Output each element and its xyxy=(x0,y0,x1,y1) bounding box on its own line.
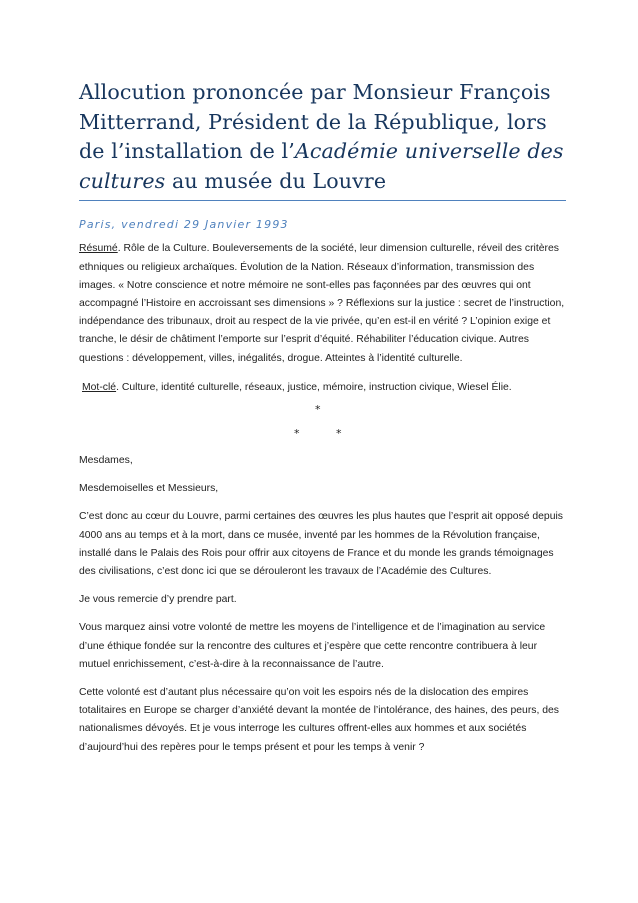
separator-star-left: * xyxy=(294,427,300,440)
title-part-2: au musée du Louvre xyxy=(165,168,387,193)
abstract-label: Résumé xyxy=(79,243,118,255)
section-separator xyxy=(79,397,566,445)
abstract-text: . Rôle de la Culture. Bouleversements de la société, leur dimension culturelle, réveil des critères ethniques ou religieux archaïques. Évolution de la Nation. Réseaux d’information, transmission des images. « Notre conscience et notre mémoire ne sont-elles pas façonnées par des œuvres qui ont accompagné l’Histoire en accroissant ses dimensions » ? Réflexions sur la justice : secret de l’instruction, indépendance des tribunaux, droit au respect de la vie privée, qu’en est-il en vérité ? L’opinion exige et tranche, le désir de châtiment l’emporte sur l’esprit d’équité. Réhabiliter l’éducation civique. Autres questions : développement, villes, inégalités, drogue. Atteintes à l’identité culturelle. xyxy=(79,243,565,364)
separator-star-top: * xyxy=(315,403,321,416)
body-paragraph-6: Cette volonté est d’autant plus nécessaire qu’on voit les espoirs nés de la dislocation des empires totalitaires en Europe se charger d’anxiété devant la montée de l’intolérance, des haines, des peurs, des nationalismes dévoyés. Et je vous interroge les cultures offrent-elles aux hommes et aux sociétés d’aujourd’hui des repères pour le temps présent et pour les temps à venir ? xyxy=(79,687,559,753)
keywords-text: . Culture, identité culturelle, réseaux, justice, mémoire, instruction civique, Wiesel Élie. xyxy=(116,381,512,393)
title-divider xyxy=(79,200,566,201)
abstract-paragraph xyxy=(79,240,566,367)
keywords-label: Mot-clé xyxy=(82,381,117,393)
body-paragraph-4: Je vous remercie d’y prendre part. xyxy=(79,594,237,606)
document-page xyxy=(79,78,566,757)
separator-star-right: * xyxy=(336,427,342,440)
dateline: Paris, vendredi 29 Janvier 1993 xyxy=(79,218,289,232)
title-part-1: Allocution prononcée par Monsieur François Mitterrand, Président de la République, lors de l’installation de l’ xyxy=(79,80,551,164)
keywords-paragraph xyxy=(79,379,566,397)
body-paragraph-3: C’est donc au cœur du Louvre, parmi certaines des œuvres les plus hautes que l’esprit ait opposé depuis 4000 ans au temps et à la mort, dans ce musée, inventé par les hommes de la Révolution française, installé dans le Palais des Rois pour offrir aux citoyens de France et du monde les grands témoignages des civilisations, c’est donc ici que se dérouleront les travaux de l’Académie des Cultures. xyxy=(79,511,563,578)
title-italic-part: Académie universelle des cultures xyxy=(79,139,564,193)
body-paragraph-5: Vous marquez ainsi votre volonté de mettre les moyens de l’intelligence et de l’imagination au service d’une éthique fondée sur la rencontre des cultures et j’espère que cette rencontre contribuera à leur mutuel enrichissement, c’est-à-dire à la reconnaissance de l’autre. xyxy=(79,622,546,670)
document-title xyxy=(79,78,566,200)
body-paragraph-2: Mesdemoiselles et Messieurs, xyxy=(79,483,219,495)
body-paragraph-1: Mesdames, xyxy=(79,455,133,466)
